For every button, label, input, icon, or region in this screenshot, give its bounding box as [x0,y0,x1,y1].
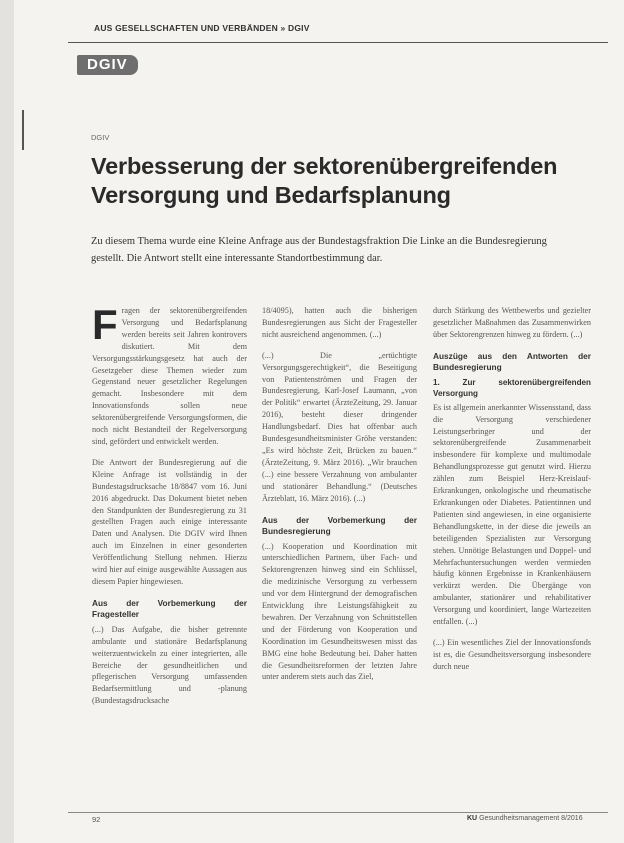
section-breadcrumb: AUS GESELLSCHAFTEN UND VERBÄNDEN » DGIV [94,23,310,33]
magazine-issue: Gesundheitsmanagement 8/2016 [479,815,583,822]
magazine-footer [467,815,583,822]
section-header [68,20,608,43]
dgiv-logo: DGIV [77,55,138,75]
article-lead: Zu diesem Thema wurde eine Kleine Anfrage aus der Bundestagsfraktion Die Linke an die Bundesregierung gestellt. Die Antwort stellt eine interessante Standortbestimmung dar. [91,236,547,264]
paragraph-text: ragen der sektorenübergreifenden Versorgung und Bedarfsplanung werden bereits seit Jahren kontrovers diskutiert. Mit dem Versorgungsstärkungsgesetz hat auch der Gesetzgeber diese Themen wieder zum Gegenstand neuer gesetzlicher Regelungen gemacht. Insbesondere mit dem Innovationsfonds sollen neue sektorenübergreifende Versorgungsformen, die noch nicht Bestandteil der Regelversorgung sind, gefördert und entwickelt werden. [92,306,247,446]
text-column-3 [433,305,591,682]
article-title: Verbesserung der sektorenübergreifenden Versorgung und Bedarfsplanung [91,153,558,208]
page-gutter [0,0,14,843]
paragraph: Es ist allgemein anerkannter Wissensstand, dass die Versorgung verschiedener Leistungserbringer und der sektorenübergreifende Zusammenarbeit insbesondere für komplexe und multimodale Behandlungsprozesse gut genutzt wird. Hierzu zählen zum Beispiel Herz-Kreislauf-Erkrankungen, onkologische und rheumatische Erkrankungen oder Diabetes. Patientinnen und Patienten sind angewiesen, in eine organisierte Behandlungskette, in der diese die jeweils an beteiligenden Spezialisten zur Versorgung stehen. Unnötige Belastungen und Doppel- und Mehrfachuntersuchungen werden vermieden häufig können Ergebnisse in Krankenhäusern verkürzt werden. Die Übergänge von ambulanter, stationärer und rehabilitativer Versorgung und koordiniert, lange Wartezeiten entfallen. (...) [433,402,591,627]
text-column-2 [262,305,417,692]
drop-cap: F [92,301,118,348]
paragraph [92,301,247,448]
subheading: Auszüge aus den Antworten der Bundesregierung [433,350,591,372]
page-number: 92 [92,815,101,824]
subheading: Aus der Vorbemerkung der Bundesregierung [262,514,417,536]
margin-mark [22,110,24,150]
subheading: Aus der Vorbemerkung der Fragesteller [92,597,247,619]
paragraph: 18/4095), hatten auch die bisherigen Bundesregierungen aus Sicht der Fragesteller nicht ausreichend angenommen. (...) [262,306,417,339]
paragraph: (...) Kooperation und Koordination mit unterschiedlichen Partnern, über Fach- und Sektorengrenzen hinweg sind ein Schlüssel, die medizinische Versorgung zu verbessern und vor dem Hintergrund der demografischen Entwicklung ihre Leistungsfähigkeit zu bewahren. Der Verzahnung von Schnittstellen und der Förderung von Kooperation und Koordination im Gesundheitswesen misst das BMG eine hohe Bedeutung bei. Daher hatten die Gesundheitsreformen der letzten Jahre unter anderem stets auch das Ziel, [262,541,417,682]
magazine-name: KU [467,815,478,822]
paragraph: (...) Das Aufgabe, die bisher getrennte ambulante und stationäre Bedarfsplanung weiterzuentwickeln zu einer integrierten, alle Bereiche der gesundheitlichen und pflegerischen Versorgung umfassenden Bedarfsermittlung und -planung (Bundestagsdrucksache [92,624,247,706]
text-column-1 [92,301,247,716]
numbered-subheading: 1. Zur sektorenübergreifenden Versorgung [433,377,591,398]
paragraph: (...) Ein wesentliches Ziel der Innovationsfonds ist es, die Gesundheitsversorgung insbesondere durch neue [433,637,591,671]
footer-rule [68,812,608,813]
paragraph: durch Stärkung des Wettbewerbs und gezielter gesetzlicher Maßnahmen das Zusammenwirken über Sektorengrenzen hinweg zu fördern. (...) [433,306,591,339]
header-rule [68,42,608,43]
paragraph: (...) Die „ertüchtigte Versorgungsgerechtigkeit“, die Beseitigung von Patientenströmen und Fragen der Bundesregierung, Karl-Josef Laumann, „von der Politik“ erwartet (ÄrzteZeitung, 29. Januar 2016), besteht dieser dringender Handlungsbedarf. Dies hat offenbar auch Bundesgesundheitsminister Gröhe verstanden: „Es wird höchste Zeit, Brücken zu bauen.“ (ÄrzteZeitung, 9. März 2016). „Wir brauchen (...) eine bessere Verzahnung von ambulanter und stationärer Behandlung.“ (Deutsches Ärzteblatt, 16. März 2016). (...) [262,350,417,503]
article-kicker: DGIV [91,133,110,142]
paragraph: Die Antwort der Bundesregierung auf die Kleine Anfrage ist vollständig in der Bundestagsdrucksache 18/8847 vom 16. Juni 2016 abgedruckt. Das Dokument bietet neben den Standpunkten der Bundesregierung zu 31 gestellten Fragen auch einige interessante Daten und Analysen. Die DGIV wird Ihnen auch im Einzelnen in einer gesonderten Veröffentlichung Stellung nehmen. Hierzu wird hier auf einige ausgewählte Aussagen aus diesem Papier hingewiesen. [92,457,247,586]
